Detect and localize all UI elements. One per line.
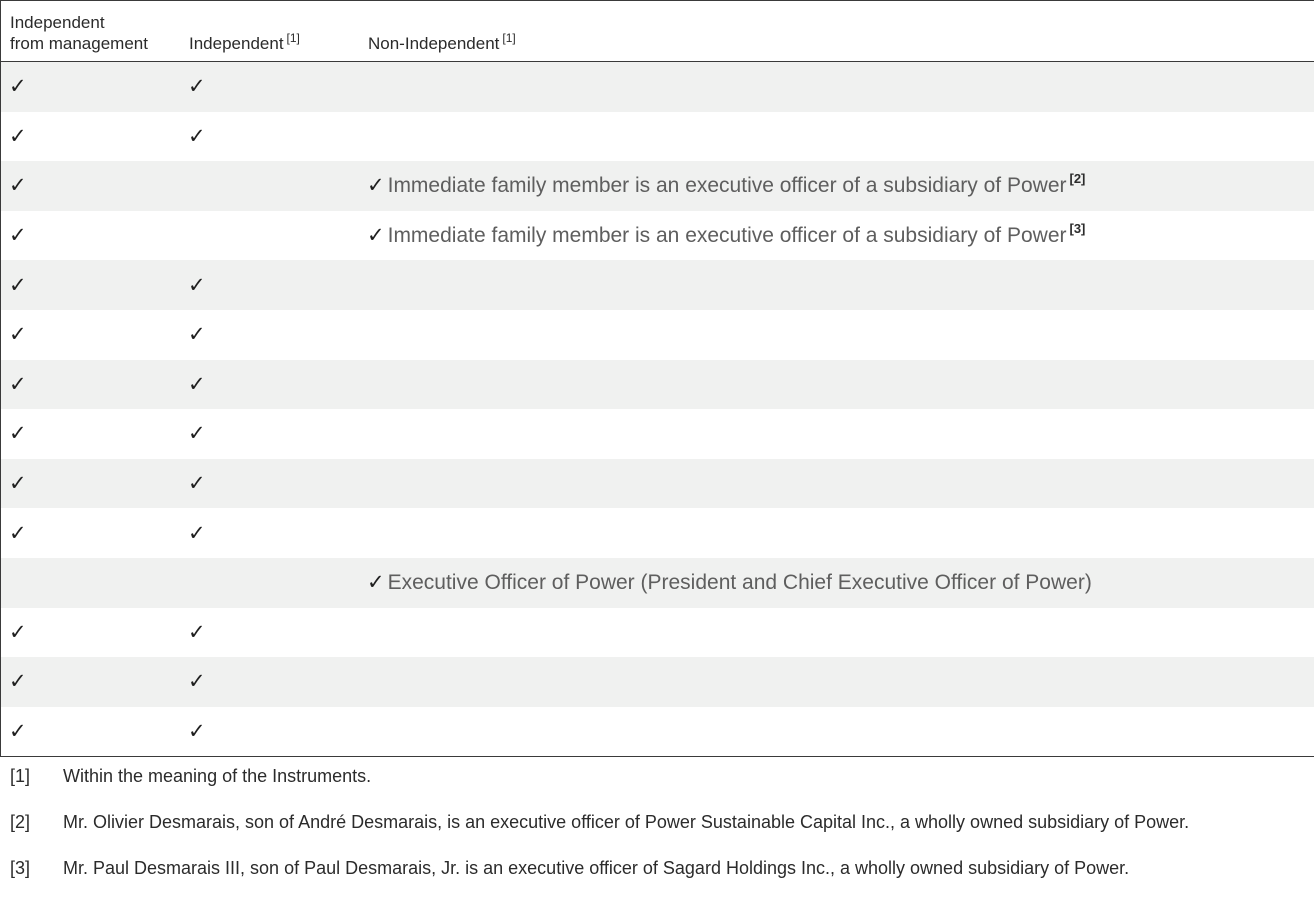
- header-col1-line2: from management: [10, 34, 148, 53]
- checkmark-icon: ✓: [9, 719, 27, 744]
- cell-independent-from-management: [9, 508, 27, 558]
- checkmark-icon: ✓: [9, 619, 27, 644]
- cell-independent-from-management: [9, 161, 27, 211]
- cell-independent: [188, 608, 206, 658]
- non-independence-reason: [388, 571, 1095, 595]
- footnote-text: Mr. Olivier Desmarais, son of André Desmarais, is an executive officer of Power Sustainable Capital Inc., a wholly owned subsidiary of Power.: [63, 812, 1190, 832]
- cell-non-independent: [367, 211, 1085, 261]
- table-header: [0, 0, 1314, 62]
- cell-non-independent: [367, 558, 1095, 608]
- cell-independent-from-management: [9, 459, 27, 509]
- header-independent: [189, 33, 300, 56]
- footnote: [0, 762, 1314, 808]
- cell-independent: [188, 508, 206, 558]
- checkmark-icon: ✓: [9, 223, 27, 248]
- checkmark-icon: ✓: [188, 719, 206, 744]
- cell-independent-from-management: [9, 310, 27, 360]
- cell-non-independent: [367, 459, 373, 509]
- header-col1-line1: Independent: [10, 13, 105, 32]
- non-independence-reason: [370, 670, 373, 694]
- cell-independent-from-management: [9, 211, 27, 261]
- header-independent-from-management: [10, 12, 148, 54]
- table-row: [1, 161, 1314, 211]
- table-row: [1, 409, 1314, 459]
- cell-non-independent: [367, 508, 373, 558]
- cell-independent: [188, 112, 206, 162]
- non-independence-reason: [370, 720, 373, 744]
- non-independence-reason: [370, 521, 373, 545]
- footnote: [0, 854, 1314, 900]
- checkmark-icon: ✓: [188, 520, 206, 545]
- checkmark-icon: ✓: [9, 74, 27, 99]
- cell-non-independent: [367, 360, 373, 410]
- header-col2-label: Independent: [189, 34, 284, 53]
- cell-independent-from-management: [9, 657, 27, 707]
- checkmark-icon: ✓: [188, 421, 206, 446]
- checkmark-icon: ✓: [9, 173, 27, 198]
- checkmark-icon: ✓: [9, 421, 27, 446]
- table-body: [0, 62, 1314, 757]
- table-row: [1, 360, 1314, 410]
- table-row: [1, 608, 1314, 658]
- cell-non-independent: [367, 161, 1085, 211]
- reason-text: Immediate family member is an executive officer of a subsidiary of Power: [387, 173, 1067, 197]
- checkmark-icon: ✓: [188, 471, 206, 496]
- checkmark-icon: ✓: [9, 322, 27, 347]
- cell-independent: [188, 62, 206, 112]
- non-independence-reason: [370, 273, 373, 297]
- cell-independent-from-management: [9, 608, 27, 658]
- cell-non-independent: [367, 409, 373, 459]
- footnote-marker: [2]: [10, 812, 31, 832]
- cell-non-independent: [367, 112, 373, 162]
- reason-text: Immediate family member is an executive officer of a subsidiary of Power: [387, 223, 1067, 247]
- checkmark-icon: ✓: [188, 272, 206, 297]
- reason-footnote-ref: [3]: [1069, 220, 1086, 236]
- table-row: [1, 260, 1314, 310]
- cell-independent-from-management: [9, 360, 27, 410]
- table-row: [1, 211, 1314, 261]
- cell-non-independent: [367, 707, 373, 757]
- footnote-marker: [1]: [10, 766, 31, 786]
- cell-independent-from-management: [9, 112, 27, 162]
- table-row: [1, 657, 1314, 707]
- checkmark-icon: ✓: [188, 123, 206, 148]
- cell-independent: [188, 260, 206, 310]
- header-non-independent: [368, 33, 516, 56]
- checkmark-icon: ✓: [188, 74, 206, 99]
- cell-non-independent: [367, 608, 373, 658]
- checkmark-icon: ✓: [9, 272, 27, 297]
- checkmark-icon: ✓: [188, 619, 206, 644]
- cell-non-independent: [367, 260, 373, 310]
- non-independence-reason: [387, 220, 1086, 248]
- non-independence-reason: [370, 323, 373, 347]
- header-col3-label: Non-Independent: [368, 34, 500, 53]
- table-row: [1, 508, 1314, 558]
- checkmark-icon: ✓: [188, 322, 206, 347]
- cell-independent: [188, 657, 206, 707]
- non-independence-reason: [370, 124, 373, 148]
- cell-non-independent: [367, 310, 373, 360]
- checkmark-icon: ✓: [188, 669, 206, 694]
- cell-independent: [188, 409, 206, 459]
- footnotes: [0, 762, 1314, 900]
- checkmark-icon: ✓: [367, 173, 385, 198]
- checkmark-icon: ✓: [367, 570, 385, 595]
- non-independence-reason: [370, 620, 373, 644]
- checkmark-icon: ✓: [9, 669, 27, 694]
- checkmark-icon: ✓: [9, 520, 27, 545]
- table-row: [1, 62, 1314, 112]
- cell-independent-from-management: [9, 409, 27, 459]
- header-col2-footnote-ref: [1]: [286, 31, 300, 45]
- table-row: [1, 558, 1314, 608]
- reason-text: Executive Officer of Power (President and Chief Executive Officer of Power): [387, 570, 1092, 594]
- cell-independent-from-management: [9, 62, 27, 112]
- cell-independent: [188, 459, 206, 509]
- checkmark-icon: ✓: [367, 223, 385, 248]
- cell-non-independent: [367, 657, 373, 707]
- non-independence-reason: [370, 472, 373, 496]
- table-row: [1, 310, 1314, 360]
- footnote-text: Mr. Paul Desmarais III, son of Paul Desmarais, Jr. is an executive officer of Sagard Holdings Inc., a wholly owned subsidiary of Power.: [63, 858, 1130, 878]
- cell-independent-from-management: [9, 260, 27, 310]
- cell-non-independent: [367, 62, 373, 112]
- checkmark-icon: ✓: [188, 371, 206, 396]
- non-independence-reason: [370, 75, 373, 99]
- cell-independent-from-management: [9, 707, 27, 757]
- table-row: [1, 459, 1314, 509]
- checkmark-icon: ✓: [9, 371, 27, 396]
- cell-independent: [188, 707, 206, 757]
- cell-independent: [188, 360, 206, 410]
- footnote-text: Within the meaning of the Instruments.: [63, 766, 372, 786]
- table-row: [1, 112, 1314, 162]
- cell-independent: [188, 310, 206, 360]
- header-col3-footnote-ref: [1]: [502, 31, 516, 45]
- checkmark-icon: ✓: [9, 123, 27, 148]
- non-independence-reason: [387, 170, 1086, 198]
- reason-footnote-ref: [2]: [1069, 170, 1086, 186]
- checkmark-icon: ✓: [9, 471, 27, 496]
- non-independence-reason: [370, 422, 373, 446]
- footnote: [0, 808, 1314, 854]
- table-row: [1, 707, 1314, 757]
- footnote-marker: [3]: [10, 858, 31, 878]
- non-independence-reason: [370, 372, 373, 396]
